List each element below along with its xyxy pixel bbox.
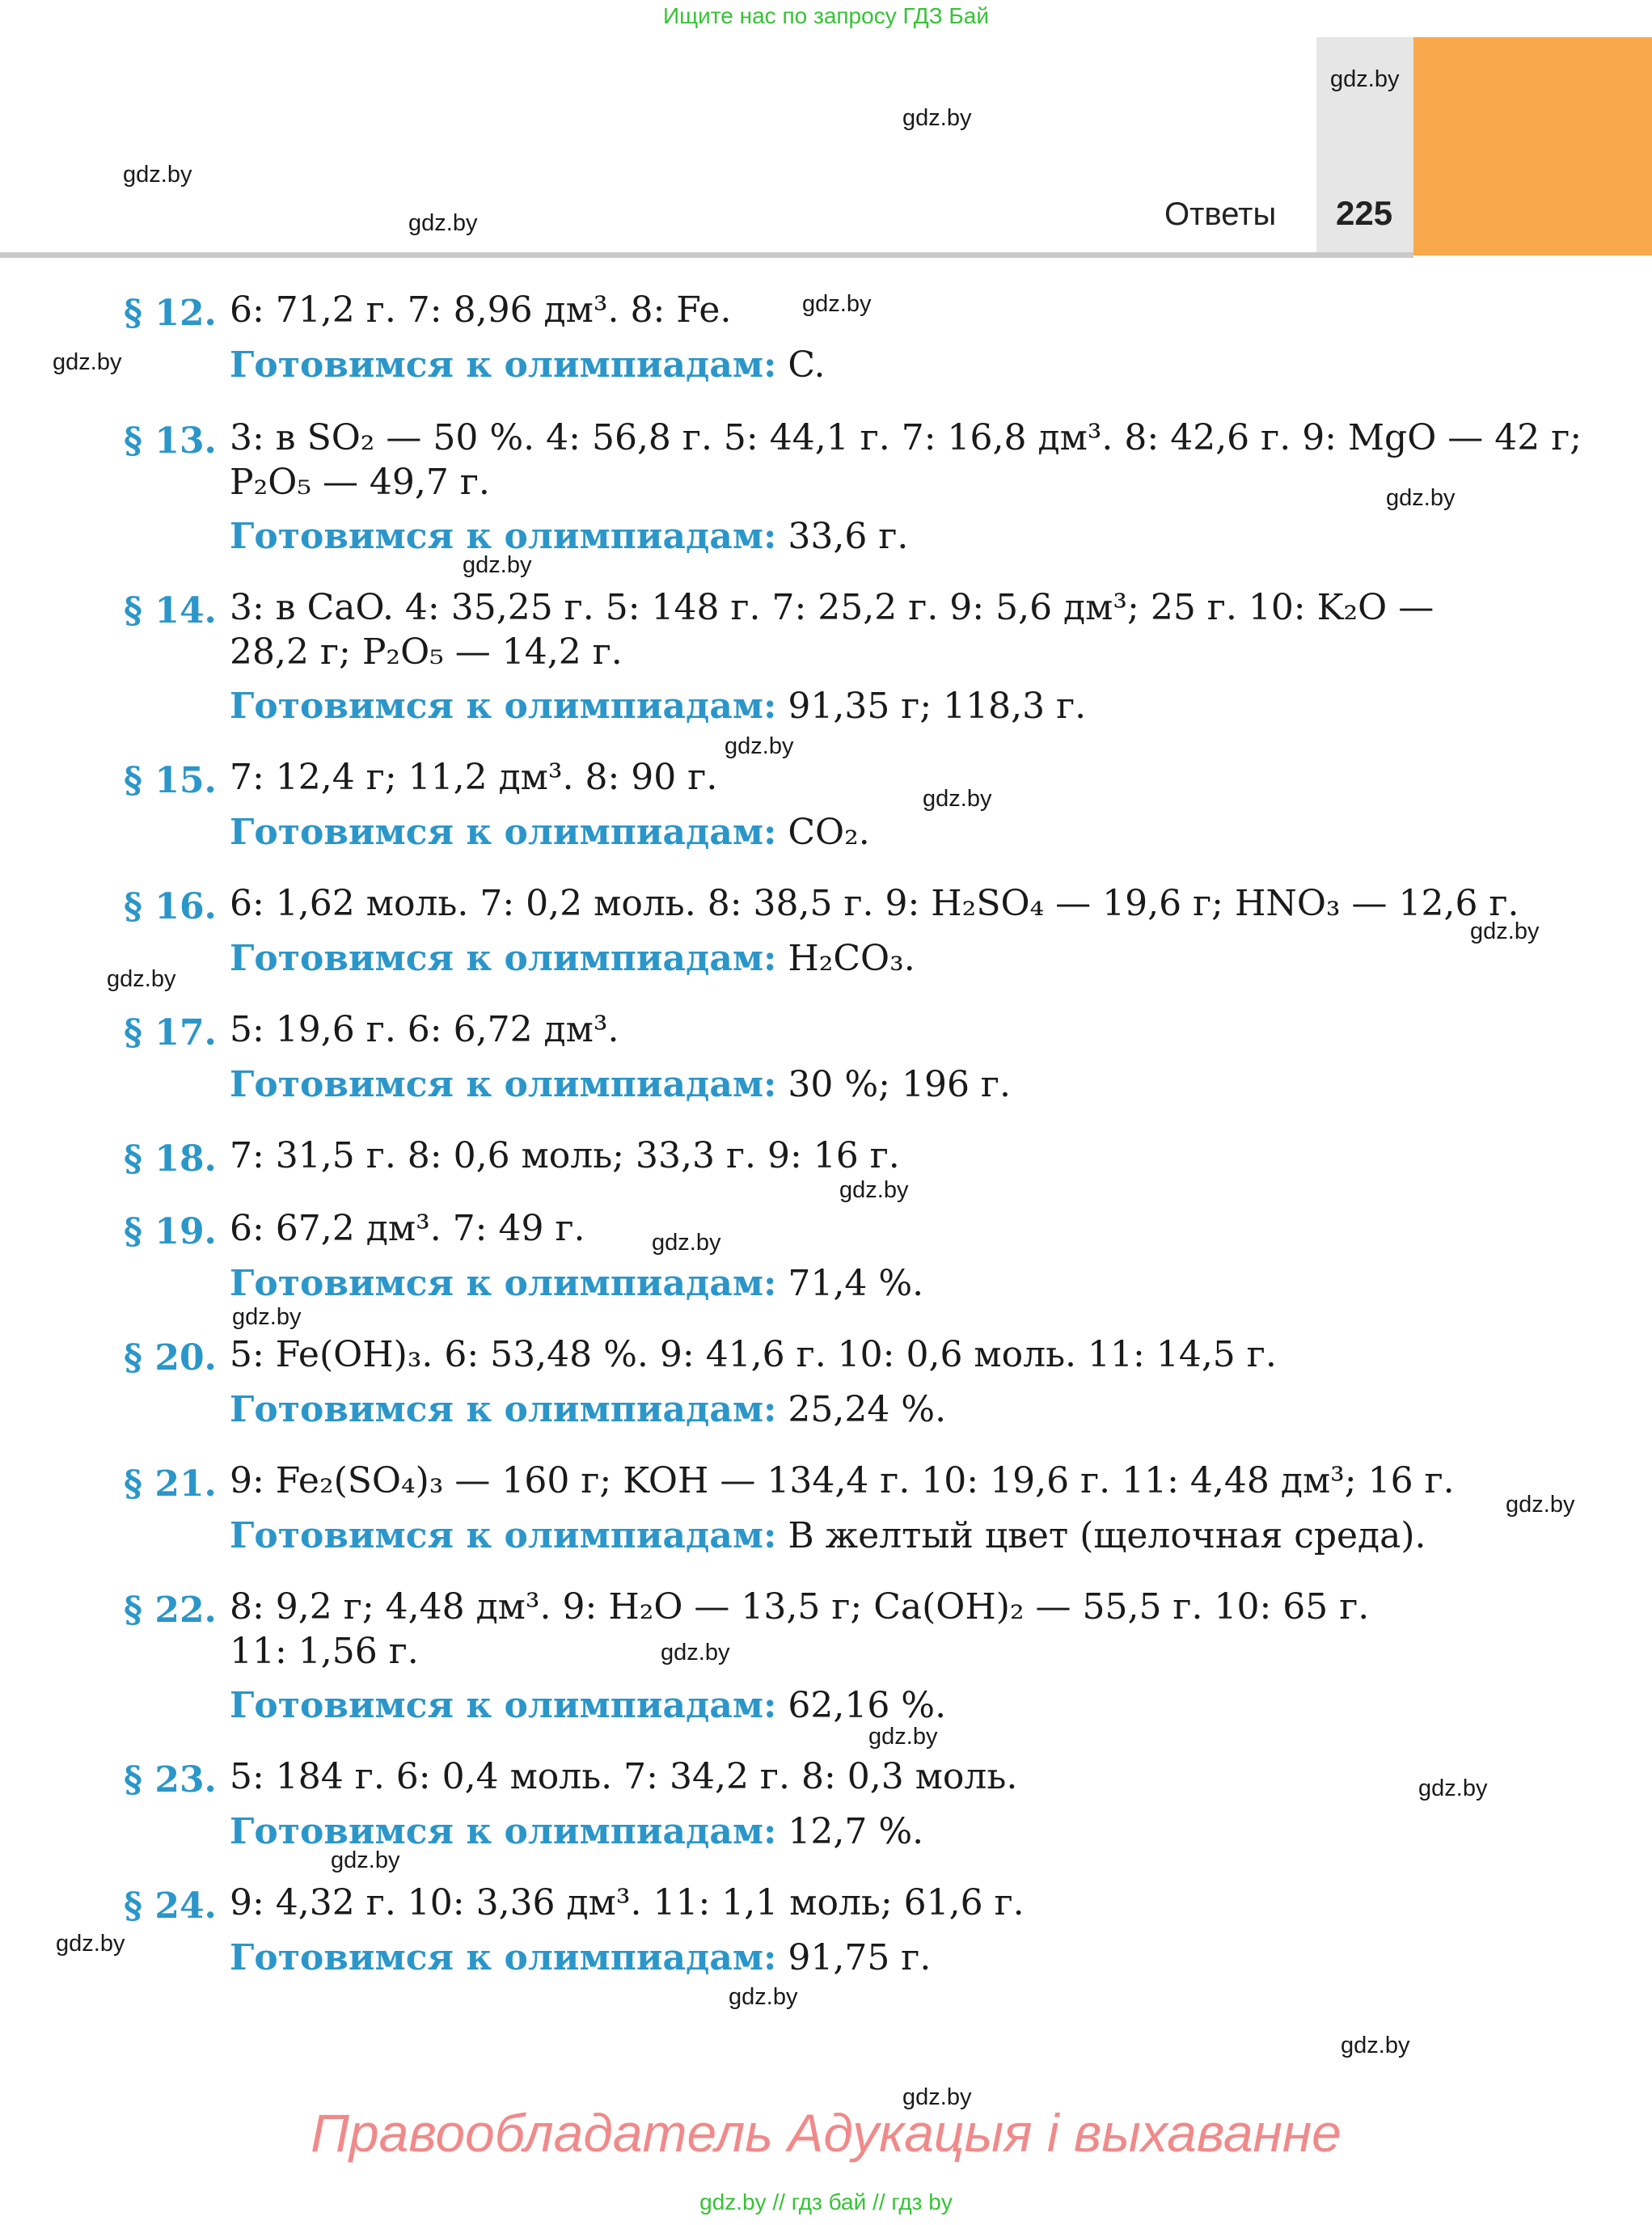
olympiad-answer — [230, 1389, 947, 1430]
olympiad-value: 25,24 %. — [788, 1389, 947, 1430]
olympiad-label: Готовимся к олимпиадам: — [230, 812, 777, 853]
answer-line: 3: в SO₂ — 50 %. 4: 56,8 г. 5: 44,1 г. 7: 16,8 дм³. 8: 42,6 г. 9: MgO — 42 г; — [230, 417, 1582, 458]
rights-holder-notice: Правообладатель Адукацыя і выхаванне — [311, 2103, 1341, 2163]
watermark: gdz.by — [1341, 2033, 1410, 2058]
answer-line: 9: Fe₂(SO₄)₃ — 160 г; KOH — 134,4 г. 10: 19,6 г. 11: 4,48 дм³; 16 г. — [230, 1460, 1455, 1501]
watermark: gdz.by — [331, 1847, 400, 1873]
watermark: gdz.by — [463, 552, 532, 578]
paragraph-number: § 17. — [124, 1012, 217, 1053]
watermark: gdz.by — [802, 291, 872, 317]
watermark: gdz.by — [1506, 1492, 1575, 1518]
olympiad-value: 12,7 %. — [788, 1811, 924, 1852]
paragraph-number: § 15. — [124, 760, 217, 801]
olympiad-label: Готовимся к олимпиадам: — [230, 1515, 777, 1556]
answer-line: 5: Fe(OH)₃. 6: 53,48 %. 9: 41,6 г. 10: 0,6 моль. 11: 14,5 г. — [230, 1334, 1277, 1375]
paragraph-number: § 22. — [124, 1590, 217, 1631]
watermark: gdz.by — [408, 210, 478, 236]
olympiad-label: Готовимся к олимпиадам: — [230, 686, 777, 727]
olympiad-answer — [230, 1064, 1011, 1105]
olympiad-label: Готовимся к олимпиадам: — [230, 1937, 777, 1978]
answer-line: P₂O₅ — 49,7 г. — [230, 462, 490, 503]
olympiad-label: Готовимся к олимпиадам: — [230, 516, 777, 557]
watermark: gdz.by — [1330, 66, 1400, 92]
bottom-links[interactable]: gdz.by // гдз бай // гдз by — [699, 2189, 953, 2214]
olympiad-label: Готовимся к олимпиадам: — [230, 344, 777, 386]
header-divider — [0, 252, 1413, 258]
watermark: gdz.by — [902, 105, 972, 131]
olympiad-value: 33,6 г. — [788, 516, 909, 557]
olympiad-label: Готовимся к олимпиадам: — [230, 1685, 777, 1726]
answer-line: 5: 184 г. 6: 0,4 моль. 7: 34,2 г. 8: 0,3 моль. — [230, 1756, 1018, 1797]
watermark: gdz.by — [839, 1177, 909, 1203]
olympiad-label: Готовимся к олимпиадам: — [230, 938, 777, 979]
olympiad-answer — [230, 1937, 932, 1978]
header-orange-block — [1413, 37, 1652, 255]
olympiad-answer — [230, 812, 870, 853]
answer-line: 6: 1,62 моль. 7: 0,2 моль. 8: 38,5 г. 9: H₂SO₄ — 19,6 г; HNO₃ — 12,6 г. — [230, 883, 1519, 924]
olympiad-value: 62,16 %. — [788, 1685, 947, 1726]
answer-line: 7: 31,5 г. 8: 0,6 моль; 33,3 г. 9: 16 г. — [230, 1135, 900, 1176]
answer-line: 28,2 г; P₂O₅ — 14,2 г. — [230, 631, 623, 673]
watermark: gdz.by — [1418, 1775, 1488, 1801]
paragraph-number: § 14. — [124, 590, 217, 631]
watermark: gdz.by — [902, 2084, 972, 2110]
watermark: gdz.by — [725, 733, 794, 759]
olympiad-value: C. — [788, 344, 826, 386]
answer-line: 8: 9,2 г; 4,48 дм³. 9: H₂O — 13,5 г; Ca(OH)₂ — 55,5 г. 10: 65 г. — [230, 1586, 1370, 1628]
paragraph-number: § 20. — [124, 1337, 217, 1378]
watermark: gdz.by — [661, 1640, 730, 1666]
paragraph-number: § 18. — [124, 1138, 217, 1180]
olympiad-value: 71,4 %. — [788, 1263, 924, 1304]
paragraph-number: § 23. — [124, 1759, 217, 1801]
watermark: gdz.by — [1470, 918, 1540, 944]
olympiad-answer — [230, 1515, 1426, 1556]
olympiad-value: 91,75 г. — [788, 1937, 932, 1978]
paragraph-number: § 21. — [124, 1463, 217, 1505]
watermark: gdz.by — [652, 1230, 721, 1256]
olympiad-label: Готовимся к олимпиадам: — [230, 1811, 777, 1852]
olympiad-answer — [230, 1685, 947, 1726]
olympiad-value: 91,35 г; 118,3 г. — [788, 686, 1087, 727]
olympiad-label: Готовимся к олимпиадам: — [230, 1064, 777, 1105]
answer-line: 6: 71,2 г. 7: 8,96 дм³. 8: Fe. — [230, 289, 732, 331]
section-title: Ответы — [1164, 196, 1277, 232]
answer-line: 6: 67,2 дм³. 7: 49 г. — [230, 1208, 585, 1249]
answer-line: 9: 4,32 г. 10: 3,36 дм³. 11: 1,1 моль; 61,6 г. — [230, 1882, 1025, 1923]
page-number: 225 — [1336, 194, 1393, 232]
answer-line: 7: 12,4 г; 11,2 дм³. 8: 90 г. — [230, 757, 718, 798]
watermark: gdz.by — [232, 1304, 302, 1330]
olympiad-value: 30 %; 196 г. — [788, 1064, 1011, 1105]
olympiad-answer — [230, 686, 1087, 727]
paragraph-number: § 19. — [124, 1211, 217, 1252]
watermark: gdz.by — [107, 966, 176, 992]
paragraph-number: § 12. — [124, 293, 217, 334]
olympiad-label: Готовимся к олимпиадам: — [230, 1389, 777, 1430]
olympiad-answer — [230, 938, 915, 979]
answer-line: 11: 1,56 г. — [230, 1631, 419, 1672]
watermark: gdz.by — [923, 786, 992, 812]
olympiad-value: В желтый цвет (щелочная среда). — [788, 1515, 1426, 1556]
top-banner[interactable]: Ищите нас по запросу ГДЗ Бай — [662, 3, 990, 28]
watermark: gdz.by — [729, 1984, 798, 2010]
olympiad-value: H₂CO₃. — [788, 938, 915, 979]
watermark: gdz.by — [56, 1931, 125, 1957]
paragraph-number: § 24. — [124, 1885, 217, 1927]
answer-line: 3: в CaO. 4: 35,25 г. 5: 148 г. 7: 25,2 г. 9: 5,6 дм³; 25 г. 10: K₂O — — [230, 587, 1434, 628]
olympiad-answer — [230, 1263, 924, 1304]
watermark: gdz.by — [53, 349, 122, 375]
olympiad-answer — [230, 344, 826, 386]
olympiad-label: Готовимся к олимпиадам: — [230, 1263, 777, 1304]
answer-line: 5: 19,6 г. 6: 6,72 дм³. — [230, 1009, 619, 1050]
watermark: gdz.by — [1386, 485, 1456, 511]
watermark: gdz.by — [868, 1724, 938, 1750]
olympiad-answer — [230, 1811, 924, 1852]
paragraph-number: § 13. — [124, 420, 217, 462]
paragraph-number: § 16. — [124, 886, 217, 927]
olympiad-answer — [230, 516, 909, 557]
watermark: gdz.by — [123, 162, 192, 188]
olympiad-value: CO₂. — [788, 812, 870, 853]
